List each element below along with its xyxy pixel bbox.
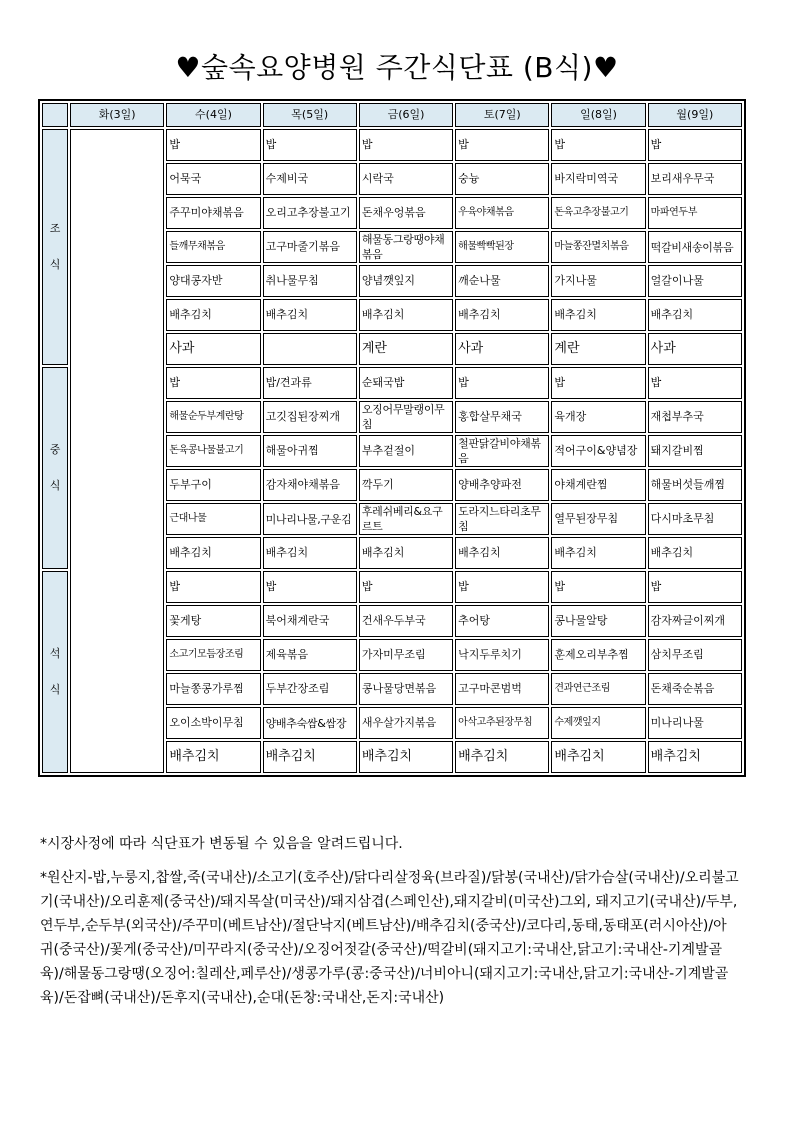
day-header: 월(9일)	[648, 103, 742, 127]
menu-cell: 밥	[455, 129, 549, 161]
menu-cell: 새우살가지볶음	[359, 707, 453, 739]
menu-cell: 바지락미역국	[551, 163, 645, 195]
menu-cell: 도라지느타리초무침	[455, 503, 549, 535]
menu-cell: 밥	[359, 129, 453, 161]
day-header: 일(8일)	[551, 103, 645, 127]
menu-cell: 수제비국	[263, 163, 357, 195]
menu-cell: 주꾸미야채볶음	[166, 197, 260, 229]
meal-label-char: 식	[49, 683, 61, 696]
menu-cell: 밥	[551, 367, 645, 399]
menu-cell: 제육볶음	[263, 639, 357, 671]
menu-cell: 감자채야채볶음	[263, 469, 357, 501]
menu-cell: 양대콩자반	[166, 265, 260, 297]
menu-cell: 사과	[455, 333, 549, 365]
meal-label-char: 식	[49, 479, 61, 492]
menu-cell: 돈육콩나물불고기	[166, 435, 260, 467]
menu-cell: 우육야채볶음	[455, 197, 549, 229]
menu-cell: 밥/견과류	[263, 367, 357, 399]
menu-cell: 돼지갈비찜	[648, 435, 742, 467]
menu-cell: 배추김치	[359, 741, 453, 773]
meal-label-char: 조	[49, 222, 61, 235]
menu-cell: 배추김치	[455, 299, 549, 331]
menu-cell: 돈채우엉볶음	[359, 197, 453, 229]
menu-cell: 건새우두부국	[359, 605, 453, 637]
menu-cell: 배추김치	[166, 537, 260, 569]
menu-cell: 오이소박이무침	[166, 707, 260, 739]
menu-cell: 미나리나물,구운김	[263, 503, 357, 535]
menu-cell: 낙지두루치기	[455, 639, 549, 671]
menu-cell: 부추겉절이	[359, 435, 453, 467]
menu-cell: 배추김치	[263, 537, 357, 569]
menu-cell: 시락국	[359, 163, 453, 195]
origin-info: *원산지-밥,누룽지,찹쌀,죽(국내산)/소고기(호주산)/닭다리살정육(브라질)/닭봉(국내산)/닭가슴살(국내산)/오리불고기(국내산)/오리훈제(중국산)/돼지목살(미국산)/돼지삼겹(스페인산),돼지갈비(미국산)그외, 돼지고기(국내산)/두부,연두부,순두부(외국산)/주꾸미(베트남산)/절단낙지(베트남산)/배추김치(중국산)/코다리,동태,동태포(러시아산)/아귀(중국산)/꽃게(중국산)/미꾸라지(중국산)/오징어젓갈(중국산)/떡갈비(돼지고기:국내산,닭고기:국내산-기계발골육)/해물동그랑땡(오징어:칠레산,페루산)/생콩가루(콩:중국산)/너비아니(돼지고기:국내산,닭고기:국내산-기계발골육)/돈잡뼈(국내산)/돈후지(국내산),순대(돈창:국내산,돈지:국내산)	[40, 870, 739, 1006]
menu-cell: 감자짜글이찌개	[648, 605, 742, 637]
menu-cell: 두부구이	[166, 469, 260, 501]
meal-label-char: 식	[49, 258, 61, 271]
menu-cell: 배추김치	[263, 299, 357, 331]
menu-cell: 마파연두부	[648, 197, 742, 229]
menu-cell: 마늘쫑콩가루찜	[166, 673, 260, 705]
page-title: ♥숲속요양병원 주간식단표 (B식)♥	[175, 51, 619, 84]
menu-cell: 삼치무조림	[648, 639, 742, 671]
menu-cell: 배추김치	[455, 537, 549, 569]
menu-cell: 배추김치	[166, 299, 260, 331]
day-header: 금(6일)	[359, 103, 453, 127]
menu-cell: 훈제오리부추찜	[551, 639, 645, 671]
menu-cell: 밥	[551, 129, 645, 161]
menu-cell: 순돼국밥	[359, 367, 453, 399]
weekly-menu-table	[38, 99, 746, 777]
menu-cell: 배추김치	[359, 299, 453, 331]
menu-cell: 고구마줄기볶음	[263, 231, 357, 263]
menu-cell: 깨순나물	[455, 265, 549, 297]
menu-cell: 들깨무채볶음	[166, 231, 260, 263]
header-corner	[42, 103, 68, 127]
menu-cell: 미나리나물	[648, 707, 742, 739]
menu-cell: 밥	[648, 367, 742, 399]
menu-cell: 고깃집된장찌개	[263, 401, 357, 433]
menu-cell: 밥	[263, 571, 357, 603]
menu-cell: 배추김치	[551, 537, 645, 569]
menu-cell: 양배추숙쌈&쌈장	[263, 707, 357, 739]
menu-cell: 밥	[648, 129, 742, 161]
menu-cell: 어묵국	[166, 163, 260, 195]
menu-cell: 돈육고추장불고기	[551, 197, 645, 229]
menu-cell: 콩나물당면볶음	[359, 673, 453, 705]
tuesday-empty-column	[70, 129, 164, 773]
menu-cell: 가자미무조림	[359, 639, 453, 671]
menu-cell: 양념깻잎지	[359, 265, 453, 297]
day-header-row	[42, 103, 742, 127]
menu-cell: 오징어무말랭이무침	[359, 401, 453, 433]
menu-cell: 홍합살무채국	[455, 401, 549, 433]
menu-cell: 콩나물알탕	[551, 605, 645, 637]
menu-cell: 해물빡빡된장	[455, 231, 549, 263]
menu-cell: 수제깻잎지	[551, 707, 645, 739]
menu-cell: 야채계란찜	[551, 469, 645, 501]
menu-cell: 추어탕	[455, 605, 549, 637]
menu-cell: 견과연근조림	[551, 673, 645, 705]
day-header: 목(5일)	[263, 103, 357, 127]
notes-section	[40, 832, 740, 1020]
day-header: 화(3일)	[70, 103, 164, 127]
meal-label	[42, 367, 68, 569]
menu-cell: 배추김치	[551, 299, 645, 331]
menu-cell: 마늘쫑잔멸치볶음	[551, 231, 645, 263]
menu-cell	[263, 333, 357, 365]
menu-cell: 배추김치	[166, 741, 260, 773]
menu-cell: 육개장	[551, 401, 645, 433]
menu-cell: 얼갈이나물	[648, 265, 742, 297]
menu-cell: 철판닭갈비야채볶음	[455, 435, 549, 467]
menu-cell: 취나물무침	[263, 265, 357, 297]
meal-label-char: 석	[49, 647, 61, 660]
menu-cell: 배추김치	[359, 537, 453, 569]
menu-cell: 적어구이&양념장	[551, 435, 645, 467]
menu-cell: 오리고추장불고기	[263, 197, 357, 229]
menu-cell: 숭늉	[455, 163, 549, 195]
menu-cell: 밥	[166, 367, 260, 399]
menu-cell: 계란	[551, 333, 645, 365]
menu-cell: 해물동그랑땡야채볶음	[359, 231, 453, 263]
menu-cell: 다시마초무침	[648, 503, 742, 535]
menu-cell: 사과	[648, 333, 742, 365]
menu-cell: 아삭고추된장무침	[455, 707, 549, 739]
menu-cell: 보리새우무국	[648, 163, 742, 195]
menu-cell: 밥	[455, 367, 549, 399]
meal-row	[42, 129, 742, 161]
change-notice: *시장사정에 따라 식단표가 변동될 수 있음을 알려드립니다.	[40, 836, 403, 852]
menu-cell: 두부간장조림	[263, 673, 357, 705]
menu-cell: 해물버섯들깨찜	[648, 469, 742, 501]
menu-cell: 열무된장무침	[551, 503, 645, 535]
menu-cell: 깍두기	[359, 469, 453, 501]
day-header: 수(4일)	[166, 103, 260, 127]
menu-cell: 밥	[166, 571, 260, 603]
menu-cell: 계란	[359, 333, 453, 365]
menu-cell: 해물순두부계란탕	[166, 401, 260, 433]
menu-cell: 꽃게탕	[166, 605, 260, 637]
menu-cell: 밥	[263, 129, 357, 161]
menu-cell: 떡갈비새송이볶음	[648, 231, 742, 263]
menu-cell: 해물아귀찜	[263, 435, 357, 467]
meal-label	[42, 571, 68, 773]
meal-label	[42, 129, 68, 365]
menu-cell: 배추김치	[263, 741, 357, 773]
menu-cell: 밥	[648, 571, 742, 603]
menu-cell: 배추김치	[648, 299, 742, 331]
menu-cell: 사과	[166, 333, 260, 365]
menu-cell: 가지나물	[551, 265, 645, 297]
menu-cell: 배추김치	[648, 537, 742, 569]
menu-cell: 밥	[359, 571, 453, 603]
menu-cell: 북어채계란국	[263, 605, 357, 637]
menu-cell: 밥	[455, 571, 549, 603]
menu-cell: 밥	[166, 129, 260, 161]
menu-cell: 배추김치	[551, 741, 645, 773]
menu-cell: 근대나물	[166, 503, 260, 535]
menu-cell: 후레쉬베리&요구르트	[359, 503, 453, 535]
menu-cell: 재첩부추국	[648, 401, 742, 433]
menu-cell: 고구마콘범벅	[455, 673, 549, 705]
menu-cell: 배추김치	[455, 741, 549, 773]
meal-label-char: 중	[49, 443, 61, 456]
menu-cell: 돈채죽순볶음	[648, 673, 742, 705]
menu-cell: 밥	[551, 571, 645, 603]
menu-cell: 배추김치	[648, 741, 742, 773]
menu-cell: 양배추양파전	[455, 469, 549, 501]
menu-cell: 소고기모듬장조림	[166, 639, 260, 671]
day-header: 토(7일)	[455, 103, 549, 127]
